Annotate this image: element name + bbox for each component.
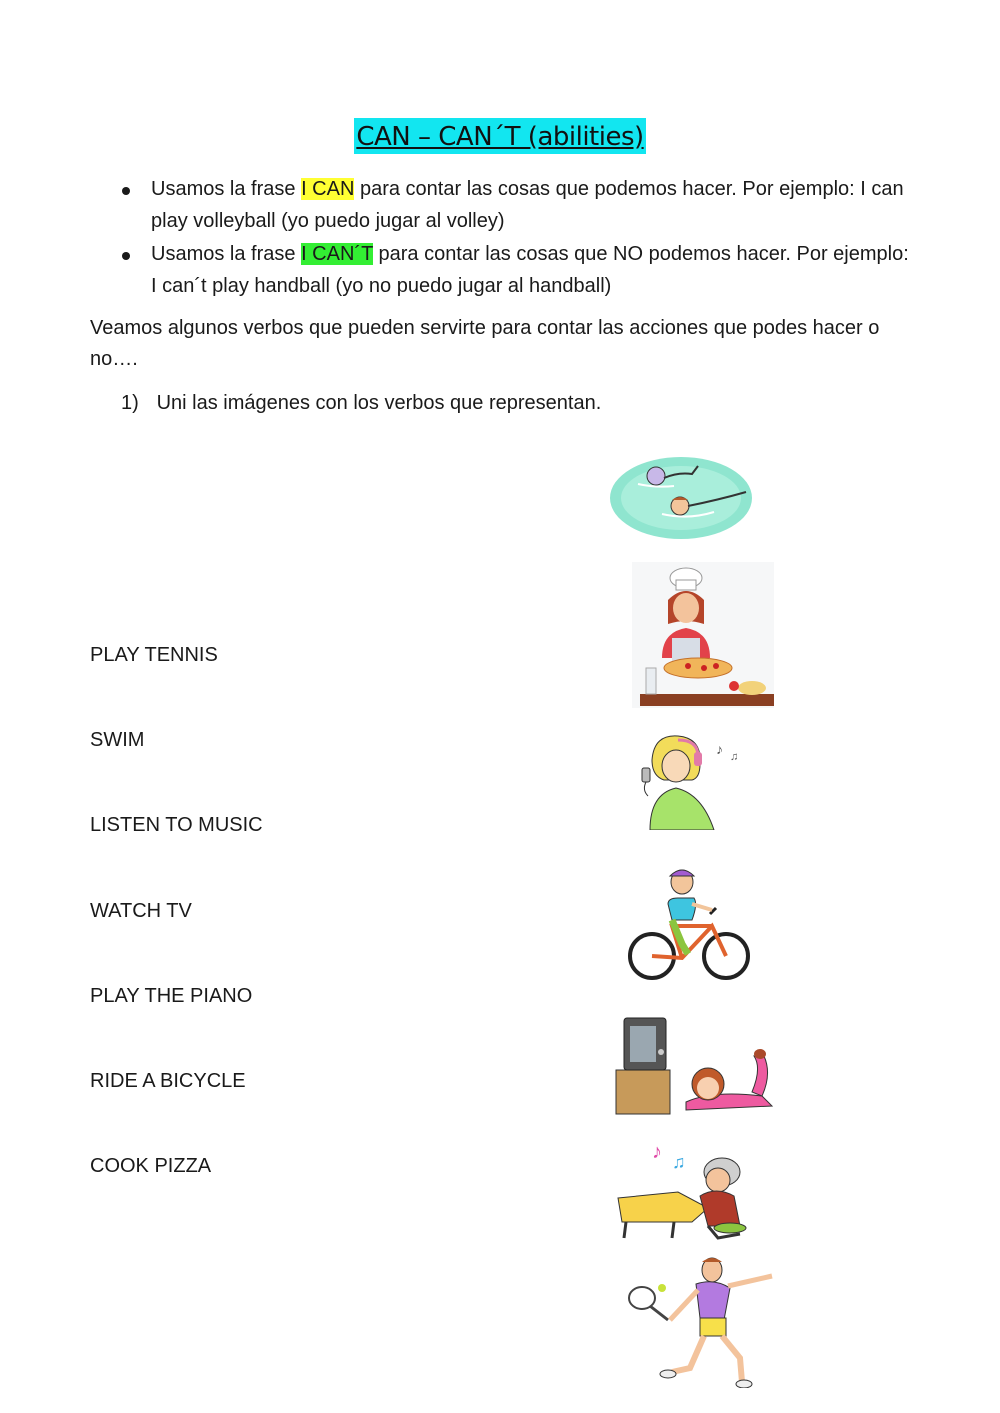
svg-text:♪: ♪ (716, 741, 723, 757)
instruction-text: Uni las imágenes con los verbos que representan. (156, 392, 602, 414)
rule-can-before: Usamos la frase (151, 178, 302, 200)
chef-pizza-illustration[interactable] (632, 562, 774, 708)
highlight-i-cant: I CAN´T (301, 243, 373, 265)
bullet-dot (122, 187, 130, 195)
verb-play-tennis[interactable]: PLAY TENNIS (90, 644, 218, 666)
verb-list (90, 640, 263, 1236)
page-title: CAN – CAN´T (abilities) (354, 118, 645, 154)
svg-text:♫: ♫ (730, 751, 739, 763)
tennis-player-illustration[interactable] (624, 1254, 778, 1388)
title-block (0, 118, 1000, 154)
bullet-dot (122, 252, 130, 260)
verb-play-the-piano[interactable]: PLAY THE PIANO (90, 984, 253, 1007)
pianist-illustration[interactable] (612, 1138, 758, 1242)
svg-text:♪: ♪ (652, 1141, 662, 1163)
rule-cant (114, 239, 914, 302)
instruction-number: 1) (121, 392, 139, 414)
boy-bicycle-illustration[interactable] (628, 864, 752, 982)
verb-cook-pizza[interactable]: COOK PIZZA (90, 1155, 212, 1178)
verb-swim[interactable]: SWIM (90, 729, 145, 752)
verb-listen-to-music[interactable]: LISTEN TO MUSIC (90, 814, 263, 837)
verb-watch-tv[interactable]: WATCH TV (90, 899, 192, 922)
intro-paragraph: Veamos algunos verbos que pueden servirte para contar las acciones que podes hacer o no…. (90, 317, 880, 370)
rules-list (114, 174, 914, 304)
rule-cant-before: Usamos la frase (151, 243, 302, 265)
rule-can-after: para contar las cosas que podemos hacer. Por ejemplo: I can play volleyball (yo puedo jugar al volley) (151, 178, 904, 232)
verb-ride-a-bicycle[interactable]: RIDE A BICYCLE (90, 1069, 246, 1092)
girl-headphones-illustration[interactable] (636, 730, 742, 830)
highlight-i-can: I CAN (301, 178, 355, 200)
rule-cant-after: para contar las cosas que NO podemos hacer. Por ejemplo: I can´t play handball (yo no puedo jugar al handball) (151, 243, 909, 297)
svg-text:♫: ♫ (672, 1152, 686, 1172)
girl-watching-tv-illustration[interactable] (612, 1012, 782, 1118)
rule-can (114, 174, 914, 237)
instruction (121, 388, 601, 419)
swimmers-illustration[interactable] (608, 448, 754, 542)
